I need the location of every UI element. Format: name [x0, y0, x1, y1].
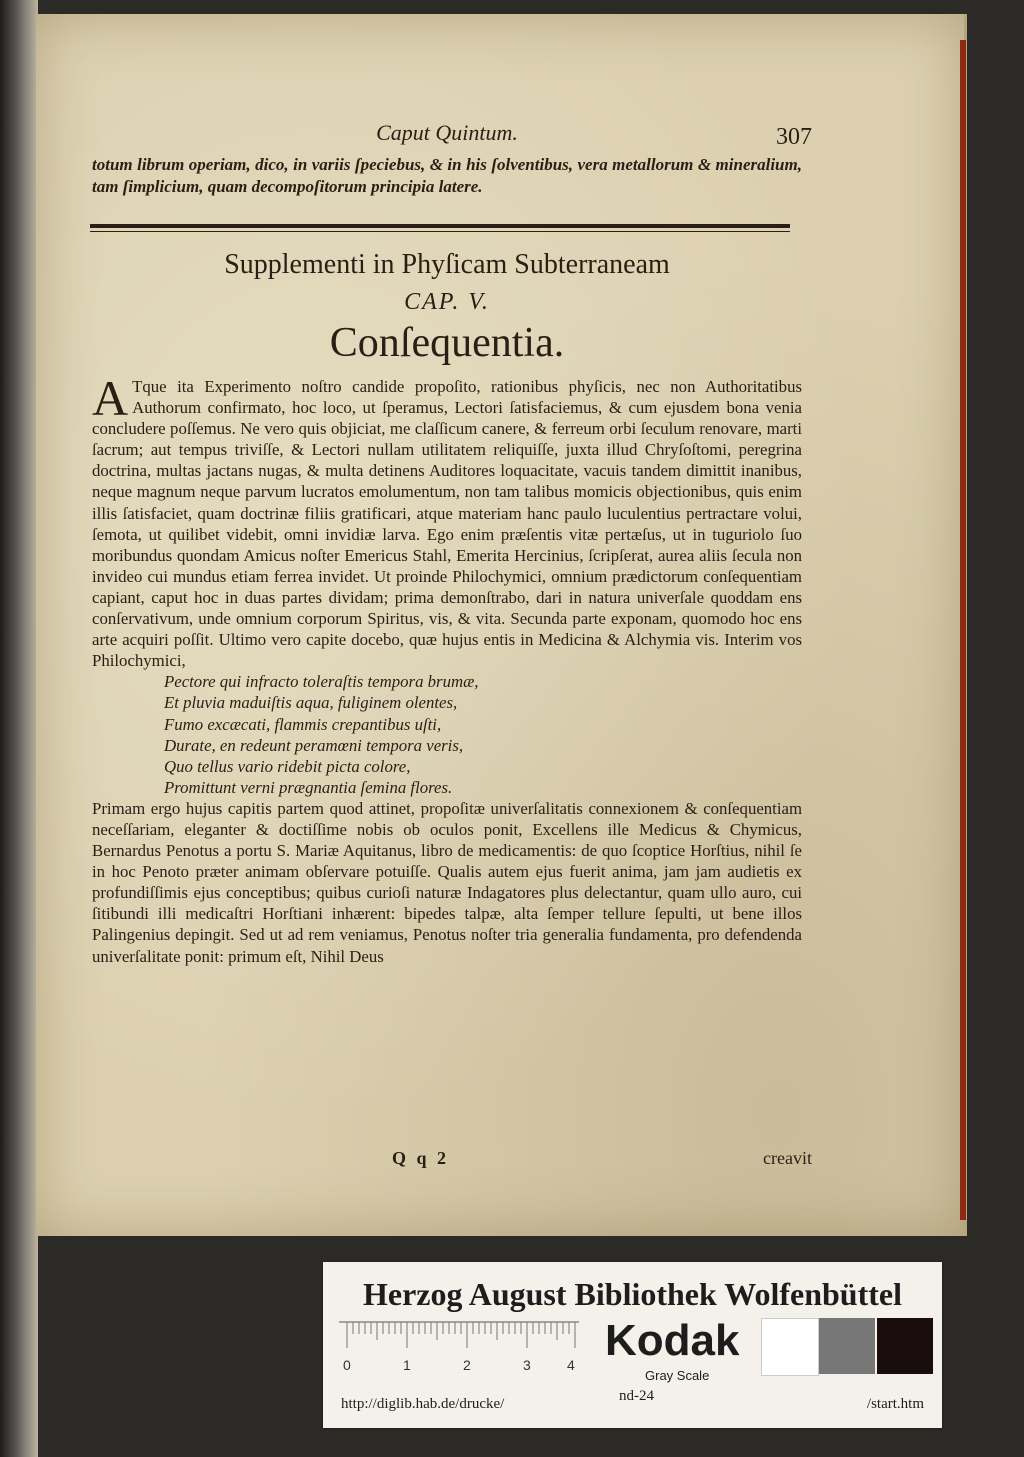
library-name: Herzog August Bibliothek Wolfenbüttel	[362, 1276, 902, 1312]
ruler-ticks	[347, 1322, 575, 1348]
kodak-logo: Kodak	[605, 1316, 740, 1365]
ruler-tick-label: 4	[567, 1357, 575, 1373]
paragraph-1	[92, 370, 802, 671]
continuation-text: totum librum operiam, dico, in variis ſpeciebus, & in his ſolventibus, vera metallorum & mineralium, tam ſimplicium, quam decompoſitorum principia latere.	[92, 155, 802, 196]
gray-swatch-mid	[819, 1318, 875, 1374]
url-left: http://diglib.hab.de/drucke/	[341, 1396, 505, 1412]
poem-line: Pectore qui infracto toleraſtis tempora brumæ,	[164, 672, 479, 692]
ruler-tick-label: 0	[343, 1357, 351, 1373]
running-head	[92, 114, 812, 154]
paragraph-2: Primam ergo hujus capitis partem quod attinet, propoſitæ univerſalitatis connexionem & conſequentiam neceſſariam, eleganter & doctiſſime nobis ob oculos ponit, Excellens ille Medicus & Chymicus, Bernardus Penotus a portu S. Mariæ Aquitanus, libro de medicamentis: de quo ſcoptice Horſtius, nihil ſe in hoc Penoto præter animam obſervare potuiſſe. Qualis autem ejus fuerit anima, jam jam audietis ex profundiſſimis ejus conceptibus; quibus curioſi naturæ Indagatores plus delectantur, quam ullo auro, cui ſitibundi illi medicaſtri Horſtiani inhærent: bipedes talpæ, alta ſemper tellure ſepulti, ut bene illos Palingenius depingit. Sed ut ad rem veniamus, Penotus noſter tria generalia fundamenta, pro defendenda univerſalitate ponit: primum eſt, Nihil Deus	[92, 798, 802, 966]
url-right: /start.htm	[866, 1396, 924, 1412]
book-spine	[0, 0, 38, 1457]
gray-swatch-black	[877, 1318, 933, 1374]
ruler-tick-label: 1	[403, 1357, 411, 1373]
poem-line: Fumo excæcati, flammis crepantibus uſti,	[164, 714, 442, 734]
running-title: Caput Quintum.	[376, 120, 518, 145]
signature-mark: Q q 2	[392, 1148, 450, 1168]
page-edge	[960, 40, 966, 1220]
divider-rule	[90, 224, 790, 228]
color-target-card	[323, 1262, 942, 1428]
catchword: creavit	[763, 1148, 812, 1168]
divider-rule-thin	[90, 231, 790, 232]
page-footer	[92, 1148, 812, 1174]
page-heading: Conſequentia.	[329, 320, 565, 366]
poem-line: Durate, en redeunt peramœni tempora veris,	[164, 735, 464, 755]
paragraph-1-text: Tque ita Experimento noſtro candide propoſito, rationibus phyſicis, nec non Authoritatibus Authorum confirmato, hoc loco, ut ſperamus, Lectori ſatisfaciemus, & cum ejusdem bona venia concludere poſſemus. Ne vero quis objiciat, me claſſicum canere, & ferreum orbi ſeculum renovare, marti ſacrum; aut tempus triviſſe, & Lectori nullam utilitatem reliquiſſe, juxta illud Chryſoſtomi, peregrina doctrina, multas jactans nugas, & multa detinens Auditores loquacitate, vacuis tandem dimittit inanibus, neque magnum neque parvum lucratos emolumentum, non tam talibus momicis objectionibus, quis enim illis ſatisfaciet, quam doctrinæ filiis gratificari, atque materiam hanc paulo luculentius pertractare volui, ſemota, ut quilibet videbit, omni invidiæ larva. Ego enim præſentis vitæ pertæſus, ut in tuguriolo ſuo moribundus quondam Amicus noſter Emericus Stahl, Emerita Hercinius, ſcripſerat, aurea aliis ſecula non invideo cui mundus etiam ferrea invidet. Ut proinde Philochymici, omnium prædictorum conſequentiam capiant, caput hoc in duas partes dividam; prima demonſtrabo, dari in natura univerſale quoddam ens conſervativum, unde omnium corporum Spiritus, vis, & vita. Secunda parte exponam, quomodo hoc ens arte acquiri poſſit. Ultimo vero capite docebo, quæ hujus entis in Medicina & Alchymia vis. Interim vos Philochymici,	[92, 377, 802, 671]
book-page	[36, 14, 967, 1236]
gray-swatch-white	[761, 1318, 819, 1376]
poem-line: Quo tellus vario ridebit picta colore,	[164, 756, 411, 776]
page-number: 307	[776, 124, 812, 150]
ruler-tick-label: 2	[463, 1357, 471, 1373]
ruler-tick-label: 3	[523, 1357, 531, 1373]
chapter-label: CAP. V.	[404, 289, 490, 315]
poem	[164, 671, 802, 798]
poem-line: Promittunt verni prægnantia ſemina flores.	[164, 777, 453, 797]
gray-scale-label: Gray Scale	[645, 1368, 710, 1383]
ruler	[339, 1320, 579, 1380]
document-code: nd-24	[619, 1388, 654, 1404]
body-text	[92, 370, 802, 967]
poem-line: Et pluvia maduiſtis aqua, fuliginem olentes,	[164, 693, 458, 713]
section-title: Supplementi in Phyſicam Subterraneam	[224, 249, 670, 280]
drop-cap: A	[92, 370, 129, 426]
